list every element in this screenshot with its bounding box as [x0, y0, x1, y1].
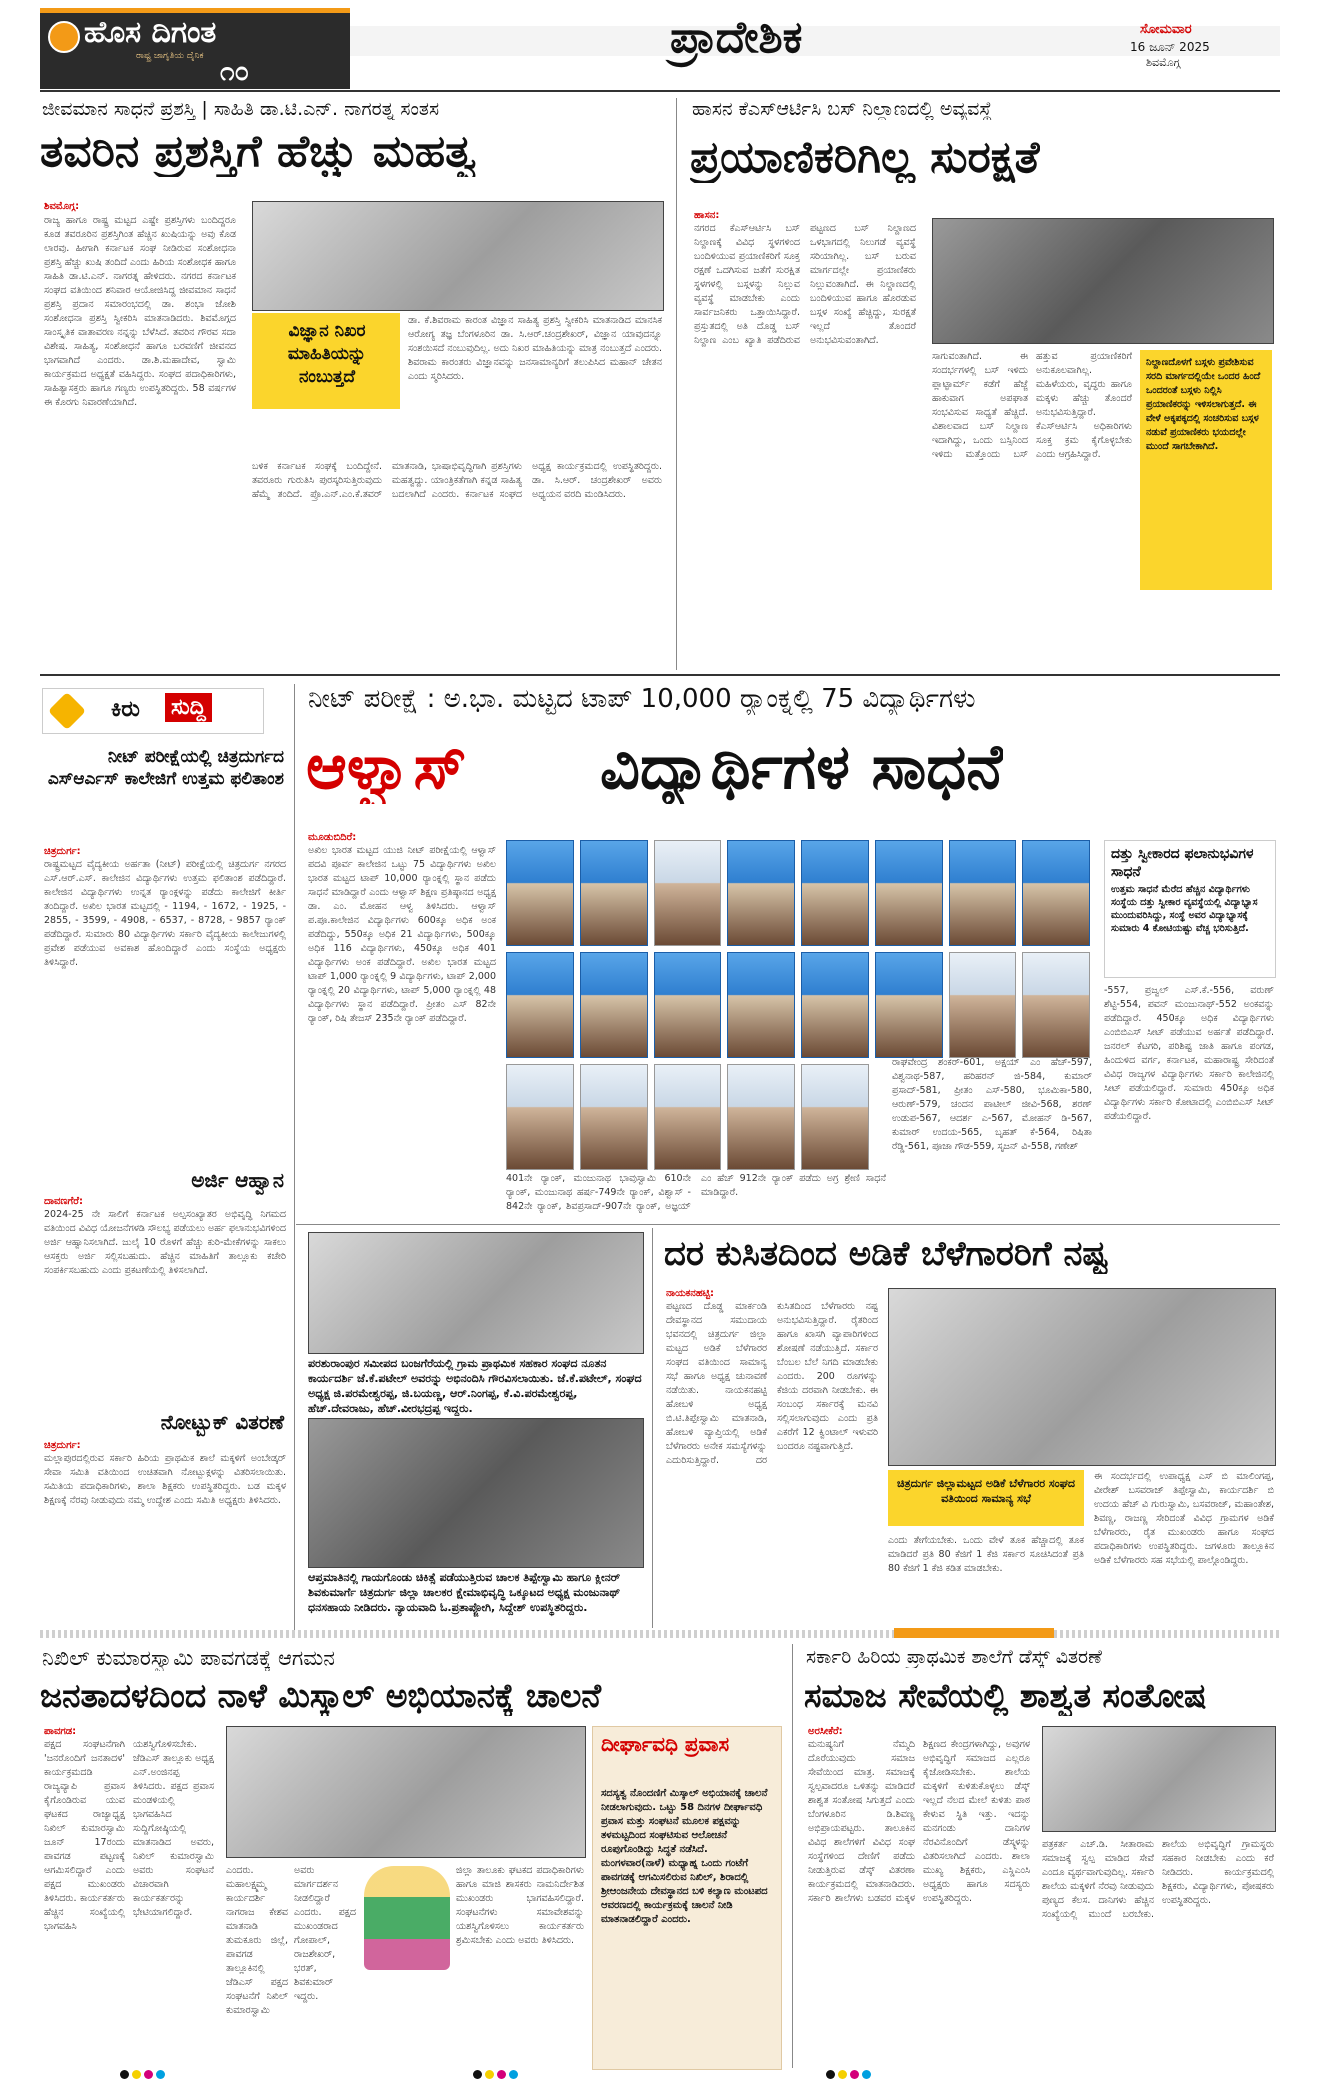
masthead-day: ಸೋಮವಾರ — [1140, 22, 1192, 37]
story-bus-pullquote: ನಿಲ್ದಾಣದೊಳಗೆ ಬಸ್ಗಳು ಪ್ರವೇಶಿಸುವ ಸರದಿ ಮಾರ್ಗದಲ್ಲಿಯೇ ಒಂದರ ಹಿಂದೆ ಒಂದರಂತೆ ಬಸ್ಗಳು ನಿಲ್ಲಿಸಿ ಪ್ರಯಾಣಿಕರನ್ನು ಇಳಿಸಲಾಗುತ್ತದೆ. ಈ ವೇಳೆ ಅಕ್ಕಪಕ್ಕದಲ್ಲಿ ಸಂಚರಿಸುವ ಬಸ್ಗಳ ನಡುವೆ ಪ್ರಯಾಣಿಕರು ಭಯದಲ್ಲೇ ಮುಂದೆ ಸಾಗಬೇಕಾಗಿದೆ. — [1146, 357, 1261, 452]
student-photo — [506, 840, 574, 946]
kiru-suddi-suffix: ಸುದ್ದಿ — [165, 693, 212, 722]
student-photo — [727, 1064, 795, 1170]
story-award-body-1: ರಾಜ್ಯ ಹಾಗೂ ರಾಷ್ಟ್ರ ಮಟ್ಟದ ಎಷ್ಟೇ ಪ್ರಶಸ್ತಿಗಳು ಬಂದಿದ್ದರೂ ಕೂಡ ತವರೂರಿನ ಪ್ರಶಸ್ತಿಗಿಂತ ಹೆಚ್ಚಿನ ಖುಷಿಯನ್ನು ಅವು ಕೊಡ ಲಾರವು. ಹೀಗಾಗಿ ಕರ್ನಾಟಕ ಸಂಘ ನೀಡಿರುವ ಸಂಶೋಧನಾ ಪ್ರಶಸ್ತಿ ಹೆಚ್ಚು ಖುಷಿ ತಂದಿದೆ ಎಂದು ಹಿರಿಯ ಸಂಶೋಧಕ ಹಾಗೂ ಸಾಹಿತಿ ಡಾ.ಟಿ.ಎನ್. ನಾಗರತ್ನ ಹೇಳಿದರು. ನಗರದ ಕರ್ನಾಟಕ ಸಂಘದ ವತಿಯಿಂದ ಶನಿವಾರ ಆಯೋಜಿಸಿದ್ದ ಜೀವಮಾನ ಸಾಧನೆ ಪ್ರಶಸ್ತಿ ಪ್ರದಾನ ಸಮಾರಂಭದಲ್ಲಿ ಡಾ. ಶಂಭಾ ಜೋಶಿ ಸಂಶೋಧನಾ ಪ್ರಶಸ್ತಿ ಸ್ವೀಕರಿಸಿ ಮಾತನಾಡಿದರು. ಶಿವಮೊಗ್ಗದ ಸಾಂಸ್ಕೃತಿಕ ವಾತಾವರಣ ನನ್ನನ್ನು ಬೆಳೆಸಿದೆ. ತವರಿನ ಗೌರವ ಸದಾ ವಿಶೇಷ. ಸಾಹಿತ್ಯ, ಸಂಶೋಧನೆ ಹಾಗೂ ಬರವಣಿಗೆ ಜೀವನದ ಭಾಗವಾಗಿದೆ ಎಂದರು. ಡಾ.ಶಿ.ಮಹಾದೇವ, ಸ್ವಾಮಿ ಕಾರ್ಯಕ್ರಮದ ಅಧ್ಯಕ್ಷತೆ ವಹಿಸಿದ್ದರು. ಸಂಘದ ಪದಾಧಿಕಾರಿಗಳು, ಸಾಹಿತ್ಯಾಸಕ್ತರು ಹಾಗೂ ಗಣ್ಯರು ಉಪಸ್ಥಿತರಿದ್ದರು. 58 ವರ್ಷಗಳ ಈ ಕೊರಗು ನಿವಾರಣೆಯಾಗಿದೆ. — [44, 215, 236, 408]
story-neet-body-2: ರಾಘವೇಂದ್ರ ಶಂಕರ್-601, ಅಕ್ಷಯ್ ಎಂ ಹೆಚ್-597, ವಿಶ್ವನಾಥ-587, ಹರಿಹರನ್ ಜಿ-584, ಕುಮಾರ್ ಪ್ರಸಾದ್-581, ಪ್ರೀತಂ ಎಸ್-580, ಭೂಮಿಕಾ-580, ಆರುಣ್-579, ಚಂದನ ಪಾಟೀಲ್ ಜೀವಿ-568, ಶರಣ್ ಉಡುಪ-567, ಆದರ್ಶ ಎ-567, ಮೋಹನ್ ಡಿ-567, ಕುಮಾರ್ ಉದಯ-565, ಬೃಹತ್ ಕೆ-564, ರಿಷಿತಾ ರೆಡ್ಡಿ-561, ಪೂಜಾ ಗೌಡ-559, ಸೃಜನ್ ವಿ-558, ಗಣೇಶ್ — [892, 1057, 1092, 1152]
student-photo — [580, 952, 648, 1058]
section-separator-band — [40, 1630, 1280, 1638]
masthead-city: ಶಿವಮೊಗ್ಗ — [1146, 56, 1181, 69]
student-photo — [801, 1064, 869, 1170]
student-photo — [506, 1064, 574, 1170]
story-neet-body-1: ಅಖಿಲ ಭಾರತ ಮಟ್ಟದ ಯುಜಿ ನೀಟ್ ಪರೀಕ್ಷೆಯಲ್ಲಿ ಆಳ್ವಾಸ್ ಪದವಿ ಪೂರ್ವ ಕಾಲೇಜಿನ ಒಟ್ಟು 75 ವಿದ್ಯಾರ್ಥಿಗಳು ಅಖಿಲ ಭಾರತ ಮಟ್ಟದ ಟಾಪ್ 10,000 ರ‍್ಯಾಂಕ್ನಲ್ಲಿ ಸ್ಥಾನ ಪಡೆದು ಸಾಧನೆ ಮಾಡಿದ್ದಾರೆ ಎಂದು ಆಳ್ವಾಸ್ ಶಿಕ್ಷಣ ಪ್ರತಿಷ್ಠಾನದ ಅಧ್ಯಕ್ಷ ಡಾ. ಎಂ. ಮೋಹನ ಆಳ್ವ ತಿಳಿಸಿದರು. ಆಳ್ವಾಸ್ ಪ.ಪೂ.ಕಾಲೇಜಿನ ವಿದ್ಯಾರ್ಥಿಗಳು 600ಕ್ಕೂ ಅಧಿಕ ಅಂಕ ಪಡೆದಿದ್ದು, 550ಕ್ಕೂ ಅಧಿಕ 21 ವಿದ್ಯಾರ್ಥಿಗಳು, 500ಕ್ಕೂ ಅಧಿಕ 116 ವಿದ್ಯಾರ್ಥಿಗಳು, 450ಕ್ಕೂ ಅಧಿಕ 401 ವಿದ್ಯಾರ್ಥಿಗಳು ಅಂಕ ಪಡೆದಿದ್ದಾರೆ. ಅಖಿಲ ಭಾರತ ಮಟ್ಟದ ಟಾಪ್ 1,000 ರ‍್ಯಾಂಕ್ನಲ್ಲಿ 9 ವಿದ್ಯಾರ್ಥಿಗಳು, ಟಾಪ್ 2,000 ರ‍್ಯಾಂಕ್ನಲ್ಲಿ 20 ವಿದ್ಯಾರ್ಥಿಗಳು, ಟಾಪ್ 5,000 ರ‍್ಯಾಂಕ್ನಲ್ಲಿ 48 ವಿದ್ಯಾರ್ಥಿಗಳು ಸ್ಥಾನ ಪಡೆದಿದ್ದಾರೆ. ಪ್ರೀತಂ ಎಸ್ 82ನೇ ರ‍್ಯಾಂಕ್, ರಿಷಿ ತೇಜಸ್ 235ನೇ ರ‍್ಯಾಂಕ್ ಪಡೆದಿದ್ದಾರೆ. — [308, 845, 496, 1024]
story-neet-kicker: ನೀಟ್ ಪರೀಕ್ಷೆ : ಅ.ಭಾ. ಮಟ್ಟದ ಟಾಪ್ 10,000 ರ‍್ಯಾಂಕ್ನಲ್ಲಿ 75 ವಿದ್ಯಾರ್ಥಿಗಳು — [308, 684, 976, 714]
divider-top-horizontal — [40, 674, 1280, 676]
kiru-divider — [294, 684, 295, 1630]
story-award-headline: ತವರಿನ ಪ್ರಶಸ್ತಿಗೆ ಹೆಚ್ಚು ಮಹತ್ವ — [40, 126, 477, 177]
print-registration-marks — [40, 2064, 1280, 2076]
student-photo — [727, 952, 795, 1058]
story-desk-body-1: ಮನುಷ್ಯನಿಗೆ ನೆಮ್ಮದಿ ದೊರೆಯುವುದು ಸಮಾಜ ಸೇವೆಯಿಂದ ಮಾತ್ರ. ಸಮಾಜಕ್ಕೆ ಸ್ವಲ್ಪವಾದರೂ ಒಳಿತನ್ನು ಮಾಡಿದರೆ ಶಾಶ್ವತ ಸಂತೋಷ ಸಿಗುತ್ತದೆ ಎಂದು ಬೆಂಗಳೂರಿನ ಡಿ.ಶಿವಣ್ಣ ಅಭಿಪ್ರಾಯಪಟ್ಟರು. ತಾಲೂಕಿನ ವಿವಿಧ ಶಾಲೆಗಳಿಗೆ ವಿವಿಧ ಸಂಘ ಸಂಸ್ಥೆಗಳಿಂದ ದೇಣಿಗೆ ಪಡೆದು ನೀಡುತ್ತಿರುವ ಡೆಸ್ಕ್ ವಿತರಣಾ ಕಾರ್ಯಕ್ರಮದಲ್ಲಿ ಮಾತನಾಡಿದರು. ಸರ್ಕಾರಿ ಶಾಲೆಗಳು ಬಡವರ ಮಕ್ಕಳ ಶಿಕ್ಷಣದ ಕೇಂದ್ರಗಳಾಗಿದ್ದು, ಅವುಗಳ ಅಭಿವೃದ್ಧಿಗೆ ಸಮಾಜದ ಎಲ್ಲರೂ ಕೈಜೋಡಿಸಬೇಕು. ಶಾಲೆಯ ಮಕ್ಕಳಿಗೆ ಕುಳಿತುಕೊಳ್ಳಲು ಡೆಸ್ಕ್ ಇಲ್ಲದೆ ನೆಲದ ಮೇಲೆ ಕುಳಿತು ಪಾಠ ಕೇಳುವ ಸ್ಥಿತಿ ಇತ್ತು. ಇದನ್ನು ಮನಗಂಡು ದಾನಿಗಳ ನೆರವಿನೊಂದಿಗೆ ಡೆಸ್ಕ್ಗಳನ್ನು ವಿತರಿಸಲಾಗಿದೆ ಎಂದರು. ಶಾಲಾ ಮುಖ್ಯ ಶಿಕ್ಷಕರು, ಎಸ್ಡಿಎಂಸಿ ಅಧ್ಯಕ್ಷರು ಹಾಗೂ ಸದಸ್ಯರು ಉಪಸ್ಥಿತರಿದ್ದರು. — [808, 1739, 1030, 1904]
masthead-date: 16 ಜೂನ್ 2025 — [1130, 40, 1210, 54]
masthead — [0, 0, 1339, 86]
story-desk-kicker: ಸರ್ಕಾರಿ ಹಿರಿಯ ಪ್ರಾಥಮಿಕ ಶಾಲೆಗೆ ಡೆಸ್ಕ್ ವಿತರಣೆ — [806, 1646, 1102, 1668]
story-desk-headline: ಸಮಾಜ ಸೇವೆಯಲ್ಲಿ ಶಾಶ್ವತ ಸಂತೋಷ — [804, 1676, 1207, 1715]
story-jds-box — [592, 1726, 782, 2070]
kiru-item-2-dateline: ದಾವಣಗೆರೆ: — [44, 1196, 83, 1207]
kiru-item-3-body: ಮಲ್ಲಾಪುರದಲ್ಲಿರುವ ಸರ್ಕಾರಿ ಹಿರಿಯ ಪ್ರಾಥಮಿಕ ಶಾಲೆ ಮಕ್ಕಳಿಗೆ ಅಂಬೇಡ್ಕರ್ ಸೇವಾ ಸಮಿತಿ ವತಿಯಿಂದ ಉಚಿತವಾಗಿ ನೋಟ್ಬುಕ್ಗಳನ್ನು ವಿತರಿಸಲಾಯಿತು. ಸಮಿತಿಯ ಪದಾಧಿಕಾರಿಗಳು, ಶಾಲಾ ಶಿಕ್ಷಕರು ಉಪಸ್ಥಿತರಿದ್ದರು. ಬಡ ಮಕ್ಕಳ ಶಿಕ್ಷಣಕ್ಕೆ ನೆರವು ನೀಡುವುದು ನಮ್ಮ ಉದ್ದೇಶ ಎಂದು ಸಮಿತಿ ಅಧ್ಯಕ್ಷರು ತಿಳಿಸಿದರು. — [44, 1453, 286, 1506]
story-award-quote: ವಿಜ್ಞಾನ ನಿಖರ ಮಾಹಿತಿಯನ್ನು ನಂಬುತ್ತದೆ — [287, 321, 367, 387]
bottom-divider-vertical — [792, 1644, 793, 2068]
kiru-suddi-prefix: ಕಿರು — [111, 697, 140, 722]
story-desk-body-2: ಪತ್ರಕರ್ತ ಎಚ್.ಡಿ. ಸೀತಾರಾಮ ಸಮಾಜಕ್ಕೆ ಸ್ವಲ್ಪ ಮಾಡಿದ ಸೇವೆ ಎಂದೂ ವ್ಯರ್ಥವಾಗುವುದಿಲ್ಲ. ಸರ್ಕಾರಿ ಶಾಲೆಯ ಮಕ್ಕಳಿಗೆ ನೆರವು ನೀಡುವುದು ಪುಣ್ಯದ ಕೆಲಸ. ದಾನಿಗಳು ಹೆಚ್ಚಿನ ಸಂಖ್ಯೆಯಲ್ಲಿ ಮುಂದೆ ಬರಬೇಕು. ಶಾಲೆಯ ಅಭಿವೃದ್ಧಿಗೆ ಗ್ರಾಮಸ್ಥರು ಸಹಕಾರ ನೀಡಬೇಕು ಎಂದು ಕರೆ ನೀಡಿದರು. ಕಾರ್ಯಕ್ರಮದಲ್ಲಿ ಶಿಕ್ಷಕರು, ವಿದ್ಯಾರ್ಥಿಗಳು, ಪೋಷಕರು ಉಪಸ್ಥಿತರಿದ್ದರು. — [1042, 1839, 1274, 1920]
story-arecanut-body-1: ಪಟ್ಟಣದ ದೊಡ್ಡ ಮಾರ್ಕಂಡಿ ದೇವಸ್ಥಾನದ ಸಮುದಾಯ ಭವನದಲ್ಲಿ ಚಿತ್ರದುರ್ಗ ಜಿಲ್ಲಾ ಮಟ್ಟದ ಅಡಿಕೆ ಬೆಳೆಗಾರರ ಸಂಘದ ವತಿಯಿಂದ ಸಾಮಾನ್ಯ ಸಭೆ ಹಾಗೂ ಅಧ್ಯಕ್ಷ ಚುನಾವಣೆ ನಡೆಯಿತು. ನಾಯಕನಹಟ್ಟಿ ಹೋಬಳಿ ಅಧ್ಯಕ್ಷ ಬಿ.ಟಿ.ತಿಪ್ಪೇಸ್ವಾಮಿ ಮಾತನಾಡಿ, ಹೋಬಳಿ ವ್ಯಾಪ್ತಿಯಲ್ಲಿ ಅಡಿಕೆ ಬೆಳೆಗಾರರು ಅನೇಕ ಸಮಸ್ಯೆಗಳನ್ನು ಎದುರಿಸುತ್ತಿದ್ದಾರೆ. ದರ ಕುಸಿತದಿಂದ ಬೆಳೆಗಾರರು ನಷ್ಟ ಅನುಭವಿಸುತ್ತಿದ್ದಾರೆ. ರೈತರಿಂದ ಹಾಗೂ ಖಾಸಗಿ ವ್ಯಾಪಾರಿಗಳಿಂದ ಶೋಷಣೆ ನಡೆಯುತ್ತಿದೆ. ಸರ್ಕಾರ ಬೆಂಬಲ ಬೆಲೆ ನಿಗದಿ ಮಾಡಬೇಕು ಎಂದರು. 200 ರೂಗಳನ್ನು ಕೆಜಿಯ ದರವಾಗಿ ನೀಡಬೇಕು. ಈ ಸಂಬಂಧ ಸರ್ಕಾರಕ್ಕೆ ಮನವಿ ಸಲ್ಲಿಸಲಾಗುವುದು ಎಂದು ಪ್ರತಿ ಎಕರೆಗೆ 12 ಕ್ವಿಂಟಾಲ್ ಇಳುವರಿ ಬಂದರೂ ನಷ್ಟವಾಗುತ್ತಿದೆ. — [666, 1301, 878, 1466]
story-jds-headline: ಜನತಾದಳದಿಂದ ನಾಳೆ ಮಿಸ್ಕಾಲ್ ಅಭಿಯಾನಕ್ಕೆ ಚಾಲನೆ — [40, 1676, 602, 1715]
photo-news-divider — [652, 1228, 653, 1628]
story-neet-dateline: ಮೂಡುಬಿದಿರೆ: — [308, 832, 357, 843]
photo-news-image-1 — [308, 1232, 644, 1354]
story-jds-dateline: ಪಾವಗಡ: — [44, 1726, 77, 1737]
story-arecanut-photo — [888, 1288, 1276, 1466]
kiru-item-1-dateline: ಚಿತ್ರದುರ್ಗ: — [44, 846, 81, 857]
story-bus-body-2: ಸಾಗುವಂತಾಗಿದೆ. ಈ ಸಂದರ್ಭಗಳಲ್ಲಿ ಬಸ್ ಇಳಿದು ಪ್ಲಾಟ್ಫಾರ್ಮ್ ಕಡೆಗೆ ಹೆಜ್ಜೆ ಹಾಕುವಾಗ ಅಪಘಾತ ಸಂಭವಿಸುವ ಸಾಧ್ಯತೆ ಹೆಚ್ಚಿದೆ. ವಿಶಾಲವಾದ ಬಸ್ ನಿಲ್ದಾಣ ಇದಾಗಿದ್ದು, ಒಂದು ಬಸ್ಸಿನಿಂದ ಇಳಿದು ಮತ್ತೊಂದು ಬಸ್ ಹತ್ತುವ ಪ್ರಯಾಣಿಕರಿಗೆ ಅನುಕೂಲವಾಗಿಲ್ಲ. ಮಹಿಳೆಯರು, ವೃದ್ಧರು ಹಾಗೂ ಮಕ್ಕಳು ಹೆಚ್ಚು ತೊಂದರೆ ಅನುಭವಿಸುತ್ತಿದ್ದಾರೆ. ಕೆಎಸ್ಆರ್ಟಿಸಿ ಅಧಿಕಾರಿಗಳು ಸೂಕ್ತ ಕ್ರಮ ಕೈಗೊಳ್ಳಬೇಕು ಎಂದು ಆಗ್ರಹಿಸಿದ್ದಾರೆ. — [932, 351, 1132, 460]
story-award-kicker: ಜೀವಮಾನ ಸಾಧನೆ ಪ್ರಶಸ್ತಿ | ಸಾಹಿತಿ ಡಾ.ಟಿ.ಎನ್. ನಾಗರತ್ನ ಸಂತಸ — [42, 98, 440, 120]
divider-top-vertical — [676, 98, 677, 670]
page-number: ೧೦ — [220, 57, 250, 87]
story-jds-photo — [226, 1726, 586, 1858]
story-jds-body-3: ಜಿಲ್ಲಾ ತಾಲೂಕು ಘಟಕದ ಪದಾಧಿಕಾರಿಗಳು ಹಾಗೂ ಮಾಜಿ ಶಾಸಕರು ನಾಮನಿರ್ದೇಶಿತ ಮುಖಂಡರು ಭಾಗವಹಿಸಲಿದ್ದಾರೆ. ಸಂಘಟನೆಗಳು ಸಮಾವೇಶವನ್ನು ಯಶಸ್ವಿಗೊಳಿಸಲು ಕಾರ್ಯಕರ್ತರು ಶ್ರಮಿಸಬೇಕು ಎಂದು ಅವರು ತಿಳಿಸಿದರು. — [456, 1865, 584, 1946]
story-bus-headline: ಪ್ರಯಾಣಿಕರಿಗಿಲ್ಲ ಸುರಕ್ಷತೆ — [690, 132, 1040, 183]
story-jds-kicker: ನಿಖಿಲ್ ಕುಮಾರಸ್ವಾಮಿ ಪಾವಗಡಕ್ಕೆ ಆಗಮನ — [42, 1646, 335, 1670]
story-bus-dateline: ಹಾಸನ: — [694, 210, 720, 221]
kiru-item-2-body: 2024-25 ನೇ ಸಾಲಿಗೆ ಕರ್ನಾಟಕ ಅಲ್ಪಸಂಖ್ಯಾತರ ಅಭಿವೃದ್ಧಿ ನಿಗಮದ ವತಿಯಿಂದ ವಿವಿಧ ಯೋಜನೆಗಳಡಿ ಸೌಲಭ್ಯ ಪಡೆಯಲು ಅರ್ಹ ಫಲಾನುಭವಿಗಳಿಂದ ಅರ್ಜಿ ಆಹ್ವಾನಿಸಲಾಗಿದೆ. ಜುಲೈ 10 ರೊಳಗೆ ಹೆಚ್ಚು ಕುರಿ-ಮೇಕೆಗಳನ್ನು ಸಾಕಲು ಆಸಕ್ತರು ಅರ್ಜಿ ಸಲ್ಲಿಸಬಹುದು. ಹೆಚ್ಚಿನ ಮಾಹಿತಿಗೆ ತಾಲ್ಲೂಕು ಕಚೇರಿ ಸಂಪರ್ಕಿಸಬಹುದು ಎಂದು ಪ್ರಕಟಣೆಯಲ್ಲಿ ತಿಳಿಸಲಾಗಿದೆ. — [44, 1209, 286, 1276]
student-photo — [949, 840, 1017, 946]
story-neet-headline-black: ವಿದ್ಯಾರ್ಥಿಗಳ ಸಾಧನೆ — [600, 730, 1004, 803]
student-photo — [580, 840, 648, 946]
kiru-suddi-label-box — [42, 688, 264, 734]
student-photo — [654, 952, 722, 1058]
story-arecanut-headline: ದರ ಕುಸಿತದಿಂದ ಅಡಿಕೆ ಬೆಳೆಗಾರರಿಗೆ ನಷ್ಟ — [664, 1234, 1108, 1274]
story-desk-dateline: ಅರಸೀಕೆರೆ: — [808, 1726, 843, 1737]
story-award-body-2: ಡಾ. ಕೆ.ಶಿವರಾಮ ಕಾರಂತ ವಿಜ್ಞಾನ ಸಾಹಿತ್ಯ ಪ್ರಶಸ್ತಿ ಸ್ವೀಕರಿಸಿ ಮಾತನಾಡಿದ ಮಾನಸಿಕ ಆರೋಗ್ಯ ತಜ್ಞ ಬೆಂಗಳೂರಿನ ಡಾ. ಸಿ.ಆರ್.ಚಂದ್ರಶೇಖರ್, ವಿಜ್ಞಾನ ಯಾವುದನ್ನೂ ಸಂಶಯಿಸದೆ ನಂಬುವುದಿಲ್ಲ. ಅದು ನಿಖರ ಮಾಹಿತಿಯನ್ನು ಮಾತ್ರ ನಂಬುತ್ತದೆ ಎಂದರು. ಶಿವರಾಮ ಕಾರಂತರು ವಿಜ್ಞಾನವನ್ನು ಜನಸಾಮಾನ್ಯರಿಗೆ ತಲುಪಿಸಿದ ಮಹಾನ್ ಚೇತನ ಎಂದು ಸ್ಮರಿಸಿದರು. — [408, 315, 662, 382]
story-award-photo — [252, 201, 664, 311]
kiru-item-3-dateline: ಚಿತ್ರದುರ್ಗ: — [44, 1440, 81, 1451]
story-bus-body-1: ನಗರದ ಕೆಎಸ್ಆರ್ಟಿಸಿ ಬಸ್ ನಿಲ್ದಾಣಕ್ಕೆ ವಿವಿಧ ಸ್ಥಳಗಳಿಂದ ಬಂದಿಳಿಯುವ ಪ್ರಯಾಣಿಕರಿಗೆ ಸೂಕ್ತ ರಕ್ಷಣೆ ಒದಗಿಸುವ ಜತೆಗೆ ಸುರಕ್ಷಿತ ಸ್ಥಳಗಳಲ್ಲಿ ಬಸ್ಗಳನ್ನು ನಿಲ್ಲುವ ವ್ಯವಸ್ಥೆ ಮಾಡಬೇಕು ಎಂದು ಸಾರ್ವಜನಿಕರು ಒತ್ತಾಯಿಸಿದ್ದಾರೆ. ಪ್ರಸ್ತುತದಲ್ಲಿ ಅತಿ ದೊಡ್ಡ ಬಸ್ ನಿಲ್ದಾಣ ಎಂಬ ಖ್ಯಾತಿ ಪಡೆದಿರುವ ಪಟ್ಟಣದ ಬಸ್ ನಿಲ್ದಾಣದ ಒಳಭಾಗದಲ್ಲಿ ನಿಲುಗಡೆ ವ್ಯವಸ್ಥೆ ಸರಿಯಾಗಿಲ್ಲ. ಬಸ್ ಬರುವ ಮಾರ್ಗದಲ್ಲೇ ಪ್ರಯಾಣಿಕರು ನಿಲ್ಲುವಂತಾಗಿದೆ. ಈ ನಿಲ್ದಾಣದಲ್ಲಿ ಬಂದಿಳಿಯುವ ಹಾಗೂ ಹೊರಡುವ ಬಸ್ಗಳ ಸಂಖ್ಯೆ ಹೆಚ್ಚಿದ್ದು, ಸುರಕ್ಷತೆ ಇಲ್ಲದೆ ತೊಂದರೆ ಅನುಭವಿಸುವಂತಾಗಿದೆ. — [694, 223, 916, 346]
masthead-rule — [40, 90, 1280, 92]
story-desk-photo — [1042, 1726, 1276, 1832]
student-photo — [654, 1064, 722, 1170]
student-photo — [801, 840, 869, 946]
story-jds-box-body: ಸದಸ್ಯತ್ವ ನೊಂದಣಿಗೆ ಮಿಸ್ಕಾಲ್ ಅಭಿಯಾನಕ್ಕೆ ಚಾಲನೆ ನೀಡಲಾಗುವುದು. ಒಟ್ಟು 58 ದಿನಗಳ ದೀರ್ಘಾವಧಿ ಪ್ರವಾಸ ಮತ್ತು ಸಂಘಟನೆ ಮೂಲಕ ಪಕ್ಷವನ್ನು ತಳಮಟ್ಟದಿಂದ ಸಂಘಟಿಸುವ ಆಲೋಚನೆ ರೂಪುಗೊಂಡಿದ್ದು ಸಿದ್ಧತೆ ನಡೆಸಿದೆ. ಮಂಗಳವಾರ(ನಾಳೆ) ಮಧ್ಯಾಹ್ನ ಒಂದು ಗಂಟೆಗೆ ಪಾವಗಡಕ್ಕೆ ಆಗಮಿಸಲಿರುವ ನಿಖಿಲ್, ಶಿರಾದಲ್ಲಿ ಶ್ರೀಆಂಜನೇಯ ದೇವಸ್ಥಾನದ ಬಳಿ ಕಲ್ಯಾಣ ಮಂಟಪದ ಆವರಣದಲ್ಲಿ ಕಾರ್ಯಕ್ರಮಕ್ಕೆ ಚಾಲನೆ ನೀಡಿ ಮಾತನಾಡಲಿದ್ದಾರೆ ಎಂದರು. — [601, 1788, 768, 1925]
logo-tagline: ರಾಷ್ಟ್ರ ಜಾಗೃತಿಯ ದೈನಿಕ — [136, 51, 204, 61]
student-photo — [949, 952, 1017, 1058]
neet-side-title: ದತ್ತು ಸ್ವೀಕಾರದ ಫಲಾನುಭವಿಗಳ ಸಾಧನೆ — [1111, 846, 1254, 880]
kiru-item-1-title: ನೀಟ್ ಪರೀಕ್ಷೆಯಲ್ಲಿ ಚಿತ್ರದುರ್ಗದ ಎಸ್ಆರ್ಎಸ್ ಕಾಲೇಜಿಗೆ ಉತ್ತಮ ಫಲಿತಾಂಶ — [47, 747, 284, 789]
story-neet-headline-red: ಆಳ್ವಾಸ್ — [306, 730, 467, 803]
student-photo — [506, 952, 574, 1058]
divider-mid-horizontal — [296, 1224, 1280, 1225]
story-award-body-3: ಬಳಿಕ ಕರ್ನಾಟಕ ಸಂಘಕ್ಕೆ ಬಂದಿದ್ದೇನೆ. ತವರೂರು ಗುರುತಿಸಿ ಪುರಸ್ಕರಿಸುತ್ತಿರುವುದು ಹೆಮ್ಮೆ ತಂದಿದೆ. ಪ್ರೊ.ಎನ್.ಎಂ.ಕೆ.ತವರ್ ಮಾತನಾಡಿ, ಭಾಷಾಭಿವೃದ್ಧಿಗಾಗಿ ಪ್ರಶಸ್ತಿಗಳು ಮಹತ್ವದ್ದು. ಯಾಂತ್ರಿಕತೆಗಾಗಿ ಕನ್ನಡ ಸಾಹಿತ್ಯ ಬದಲಾಗಿದೆ ಎಂದರು. ಕರ್ನಾಟಕ ಸಂಘದ ಅಧ್ಯಕ್ಷ ಕಾರ್ಯಕ್ರಮದಲ್ಲಿ ಉಪಸ್ಥಿತರಿದ್ದರು. ಡಾ. ಸಿ.ಆರ್. ಚಂದ್ರಶೇಖರ್ ಅವರು ಅಧ್ಯಯನ ವರದಿ ಮಂಡಿಸಿದರು. — [252, 461, 662, 500]
neet-side-body: -557, ಪ್ರಜ್ವಲ್ ಎಸ್.ಕೆ.-556, ವರುಣ್ ಶೆಟ್ಟಿ-554, ಪವನ್ ಮಂಜುನಾಥ್-552 ಅಂಕವನ್ನು ಪಡೆದಿದ್ದಾರೆ. 450ಕ್ಕೂ ಅಧಿಕ ವಿದ್ಯಾರ್ಥಿಗಳು ಎಂಬಿಬಿಎಸ್ ಸೀಟ್ ಪಡೆಯುವ ಅರ್ಹತೆ ಪಡೆದಿದ್ದಾರೆ. ಜನರಲ್ ಕೆಟಗರಿ, ಪರಿಶಿಷ್ಟ ಜಾತಿ ಹಾಗೂ ಪಂಗಡ, ಹಿಂದುಳಿದ ವರ್ಗ, ಕರ್ನಾಟಕ, ಮಹಾರಾಷ್ಟ್ರ ಸೇರಿದಂತೆ ವಿವಿಧ ರಾಜ್ಯಗಳ ವಿದ್ಯಾರ್ಥಿಗಳು ಸರ್ಕಾರಿ ಕಾಲೇಜಿನಲ್ಲಿ ಸೀಟ್ ಪಡೆಯಲಿದ್ದಾರೆ. ಸುಮಾರು 450ಕ್ಕೂ ಅಧಿಕ ವಿದ್ಯಾರ್ಥಿಗಳು ಸರ್ಕಾರಿ ಕೋಟಾದಲ್ಲಿ ಎಂಬಿಬಿಎಸ್ ಸೀಟ್ ಪಡೆಯಲಿದ್ದಾರೆ. — [1104, 985, 1274, 1122]
photo-news-caption-1: ಪರಶುರಾಂಪುರ ಸಮೀಪದ ಬಂಜಗೆರೆಯಲ್ಲಿ ಗ್ರಾಮ ಪ್ರಾಥಮಿಕ ಸಹಕಾರ ಸಂಘದ ನೂತನ ಕಾರ್ಯದರ್ಶಿ ಜೆ.ಕೆ.ಪಟೇಲ್ ಅವರನ್ನು ಅಭಿನಂದಿಸಿ ಗೌರವಿಸಲಾಯಿತು. ಜೆ.ಕೆ.ಪಟೇಲ್, ಸಂಘದ ಅಧ್ಯಕ್ಷ ಜಿ.ಪರಮೇಶ್ವರಪ್ಪ, ಜಿ.ಬಯಣ್ಣ, ಆರ್.ನಿಂಗಪ್ಪ, ಕೆ.ವಿ.ಪರಮೇಶ್ವರಪ್ಪ, ಹೆಚ್.ದೇವರಾಜು, ಹೆಚ್.ವೀರಭದ್ರಪ್ಪ ಇದ್ದರು. — [308, 1357, 642, 1415]
story-bus-photo — [932, 218, 1274, 344]
photo-news-image-2 — [308, 1418, 644, 1568]
student-photo — [875, 952, 943, 1058]
student-photo — [1022, 840, 1090, 946]
logo-text: ಹೊಸ ದಿಗಂತ — [84, 15, 217, 50]
student-photo — [580, 1064, 648, 1170]
kiru-item-2-title: ಅರ್ಜಿ ಆಹ್ವಾನ — [191, 1168, 284, 1192]
story-jds-illustration — [364, 1866, 450, 1970]
neet-side-box — [1104, 840, 1276, 978]
story-jds-body-2: ಎಂದರು. ಮಹಾಲಕ್ಷ್ಮಮ್ಮ ಕಾರ್ಯದರ್ಶಿ ನಾಗರಾಜ ಕೇಶವ ಮಾತನಾಡಿ ತುಮಕೂರು ಜಿಲ್ಲೆ, ಪಾವಗಡ ತಾಲ್ಲೂಕಿನಲ್ಲಿ ಜೆಡಿಎಸ್ ಪಕ್ಷದ ಸಂಘಟನೆಗೆ ನಿಖಿಲ್ ಕುಮಾರಸ್ವಾಮಿ ಅವರು ಮಾರ್ಗದರ್ಶನ ನೀಡಲಿದ್ದಾರೆ ಎಂದರು. ಪಕ್ಷದ ಮುಖಂಡರಾದ ಗೋಪಾಲ್, ರಾಜಶೇಖರ್, ಭರತ್, ಶಿವಕುಮಾರ್ ಇದ್ದರು. — [226, 1865, 356, 2016]
kiru-item-1-body: ರಾಷ್ಟ್ರಮಟ್ಟದ ವೈದ್ಯಕೀಯ ಅರ್ಹತಾ (ನೀಟ್) ಪರೀಕ್ಷೆಯಲ್ಲಿ ಚಿತ್ರದುರ್ಗ ನಗರದ ಎಸ್.ಆರ್.ಎಸ್. ಕಾಲೇಜಿನ ವಿದ್ಯಾರ್ಥಿಗಳು ಉತ್ತಮ ಫಲಿತಾಂಶ ಪಡೆದಿದ್ದಾರೆ. ಕಾಲೇಜಿನ ವಿದ್ಯಾರ್ಥಿಗಳು ಉನ್ನತ ರ‍್ಯಾಂಕ್ಗಳನ್ನು ಪಡೆದು ಕಾಲೇಜಿಗೆ ಕೀರ್ತಿ ತಂದಿದ್ದಾರೆ. ಅಖಿಲ ಭಾರತ ಮಟ್ಟದಲ್ಲಿ - 1194, - 1672, - 1925, - 2855, - 3599, - 4908, - 6537, - 8728, - 9857 ರ‍್ಯಾಂಕ್ ಪಡೆದಿದ್ದಾರೆ. ಸುಮಾರು 80 ವಿದ್ಯಾರ್ಥಿಗಳು ಸರ್ಕಾರಿ ವೈದ್ಯಕೀಯ ಕಾಲೇಜುಗಳಲ್ಲಿ ಪ್ರವೇಶ ಪಡೆಯುವ ಅವಕಾಶ ಹೊಂದಿದ್ದಾರೆ ಎಂದು ಸಂಸ್ಥೆಯ ಅಧ್ಯಕ್ಷರು ತಿಳಿಸಿದ್ದಾರೆ. — [44, 859, 286, 968]
photo-news-caption-2: ಆಪ್ತಮಾತಿನಲ್ಲಿ ಗಾಯಗೊಂಡು ಚಿಕಿತ್ಸೆ ಪಡೆಯುತ್ತಿರುವ ಚಾಲಕ ತಿಪ್ಪೇಸ್ವಾಮಿ ಹಾಗೂ ಕ್ಲೀನರ್ ಶಿವಕುಮಾರ್ಗೆ ಚಿತ್ರದುರ್ಗ ಜಿಲ್ಲಾ ಚಾಲಕರ ಕ್ಷೇಮಾಭಿವೃದ್ಧಿ ಒಕ್ಕೂಟದ ಅಧ್ಯಕ್ಷ ಮಂಜುನಾಥ್ ಧನಸಹಾಯ ನೀಡಿದರು. ನ್ಯಾಯವಾದಿ ಓ.ಪ್ರತಾಪ್ಜೋಗಿ, ಸಿದ್ದೇಶ್ ಉಪಸ್ಥಿತರಿದ್ದರು. — [308, 1571, 621, 1614]
student-photo — [875, 840, 943, 946]
student-photo — [801, 952, 869, 1058]
story-arecanut-caption: ಚಿತ್ರದುರ್ಗ ಜಿಲ್ಲಾಮಟ್ಟದ ಅಡಿಕೆ ಬೆಳೆಗಾರರ ಸಂಘದ ವತಿಯಿಂದ ಸಾಮಾನ್ಯ ಸಭೆ — [897, 1477, 1075, 1505]
story-jds-box-title: ದೀರ್ಘಾವಧಿ ಪ್ರವಾಸ — [601, 1732, 730, 1756]
story-award-dateline: ಶಿವಮೊಗ್ಗ: — [44, 201, 80, 212]
story-arecanut-body-2: ಎಂದು ತೇಗೆಯಬೇಕು. ಒಂದು ವೇಳೆ ತೂಕ ಹೆಚ್ಚಾದಲ್ಲಿ ತೂಕ ಮಾಡಿದರೆ ಪ್ರತಿ 80 ಕೆಜಿಗೆ 1 ಕೆಜಿ ಸರ್ಕಾರ ಸೂಚಿಸಿದಂತೆ ಪ್ರತಿ 80 ಕೆಜಿಗೆ 1 ಕೆಜಿ ಕಡಿತ ಮಾಡಬೇಕು. — [888, 1535, 1084, 1574]
kiru-suddi-hand-icon — [48, 692, 86, 730]
section-title: ಪ್ರಾದೇಶಿಕ — [670, 12, 803, 63]
story-arecanut-body-3: ಈ ಸಂದರ್ಭದಲ್ಲಿ ಉಪಾಧ್ಯಕ್ಷ ಎಸ್ ಬಿ ಮಾಲಿಂಗಪ್ಪ, ವೀರೇಶ್ ಬಸವರಾಜ್ ತಿಪ್ಪೇಸ್ವಾಮಿ, ಕಾರ್ಯದರ್ಶಿ ಬಿ ಉದಯ ಹೆಚ್ ವಿ ಗುರುಸ್ವಾಮಿ, ಬಸವರಾಜ್, ಮಹಾಂತೇಶ, ಶಿವಣ್ಣ, ರಾಜಣ್ಣ ಸೇರಿದಂತೆ ವಿವಿಧ ಗ್ರಾಮಗಳ ಅಡಿಕೆ ಬೆಳೆಗಾರರು, ರೈತ ಮುಖಂಡರು ಹಾಗೂ ಸಂಘದ ಪದಾಧಿಕಾರಿಗಳು ಉಪಸ್ಥಿತರಿದ್ದರು. ಜಗಳೂರು ತಾಲ್ಲೂಕಿನ ಅಡಿಕೆ ಬೆಳೆಗಾರರು ಸಹ ಸಭೆಯಲ್ಲಿ ಪಾಲ್ಗೊಂಡಿದ್ದರು. — [1094, 1471, 1274, 1566]
story-bus-kicker: ಹಾಸನ ಕೆಎಸ್ಆರ್ಟಿಸಿ ಬಸ್ ನಿಲ್ದಾಣದಲ್ಲಿ ಅವ್ಯವಸ್ಥೆ — [692, 98, 993, 120]
student-photo — [1022, 952, 1090, 1058]
story-jds-body-1: ಪಕ್ಷದ ಸಂಘಟನೆಗಾಗಿ 'ಜನರೊಂದಿಗೆ ಜನತಾದಳ' ಕಾರ್ಯಕ್ರಮದಡಿ ರಾಜ್ಯವ್ಯಾಪಿ ಪ್ರವಾಸ ಕೈಗೊಂಡಿರುವ ಯುವ ಘಟಕದ ರಾಜ್ಯಾಧ್ಯಕ್ಷ ನಿಖಿಲ್ ಕುಮಾರಸ್ವಾಮಿ ಜೂನ್ 17ರಂದು ಪಾವಗಡ ಪಟ್ಟಣಕ್ಕೆ ಆಗಮಿಸಲಿದ್ದಾರೆ ಎಂದು ಪಕ್ಷದ ಮುಖಂಡರು ತಿಳಿಸಿದರು. ಕಾರ್ಯಕರ್ತರು ಹೆಚ್ಚಿನ ಸಂಖ್ಯೆಯಲ್ಲಿ ಭಾಗವಹಿಸಿ ಯಶಸ್ವಿಗೊಳಿಸಬೇಕು. ಜೆಡಿಎಸ್ ತಾಲ್ಲೂಕು ಅಧ್ಯಕ್ಷ ಎನ್.ಅಂಜಿನಪ್ಪ ತಿಳಿಸಿದರು. ಪಕ್ಷದ ಪ್ರವಾಸ ಮಂಡಳಿಯಲ್ಲಿ ಭಾಗವಹಿಸಿದ ಸುದ್ದಿಗೋಷ್ಠಿಯಲ್ಲಿ ಮಾತನಾಡಿದ ಅವರು, ನಿಖಿಲ್ ಕುಮಾರಸ್ವಾಮಿ ಅವರು ಸಂಘಟನೆ ವಿಚಾರವಾಗಿ ಕಾರ್ಯಕರ್ತರನ್ನು ಭೇಟಿಯಾಗಲಿದ್ದಾರೆ. — [44, 1739, 214, 1932]
masthead-logo-block — [40, 8, 350, 89]
student-photo — [654, 840, 722, 946]
section-separator-accent — [894, 1628, 1054, 1638]
kiru-item-3-title: ನೋಟ್ಬುಕ್ ವಿತರಣೆ — [160, 1410, 284, 1434]
story-arecanut-dateline: ನಾಯಕನಹಟ್ಟಿ: — [666, 1288, 715, 1299]
student-photo — [727, 840, 795, 946]
neet-side-intro: ಉತ್ತಮ ಸಾಧನೆ ಮೆರೆದ ಹೆಚ್ಚಿನ ವಿದ್ಯಾರ್ಥಿಗಳು ಸಂಸ್ಥೆಯ ದತ್ತು ಸ್ವೀಕಾರ ವ್ಯವಸ್ಥೆಯಲ್ಲಿ ವಿದ್ಯಾಭ್ಯಾಸ ಮುಂದುವರಿಸಿದ್ದು, ಸಂಸ್ಥೆ ಅವರ ವಿದ್ಯಾಭ್ಯಾಸಕ್ಕೆ ಸುಮಾರು 4 ಕೋಟಿಯಷ್ಟು ವೆಚ್ಚ ಭರಿಸುತ್ತಿದೆ. — [1111, 884, 1258, 934]
logo-emblem-icon — [48, 21, 80, 53]
story-neet-caption: 401ನೇ ರ‍್ಯಾಂಕ್, ಮಂಜುನಾಥ ಭಾವುಸ್ವಾಮಿ 610ನೇ ರ‍್ಯಾಂಕ್, ಮಂಜುನಾಥ ಹರ್ಷ-749ನೇ ರ‍್ಯಾಂಕ್, ವಿಶ್ವಾಸ್ - 842ನೇ ರ‍್ಯಾಂಕ್, ಶಿವಪ್ರಸಾದ್-907ನೇ ರ‍್ಯಾಂಕ್, ಅಜ್ಞಯ್ ಎಂ ಹೆಚ್ 912ನೇ ರ‍್ಯಾಂಕ್ ಪಡೆದು ಅಗ್ರ ಶ್ರೇಣಿ ಸಾಧನೆ ಮಾಡಿದ್ದಾರೆ. — [506, 1173, 886, 1212]
